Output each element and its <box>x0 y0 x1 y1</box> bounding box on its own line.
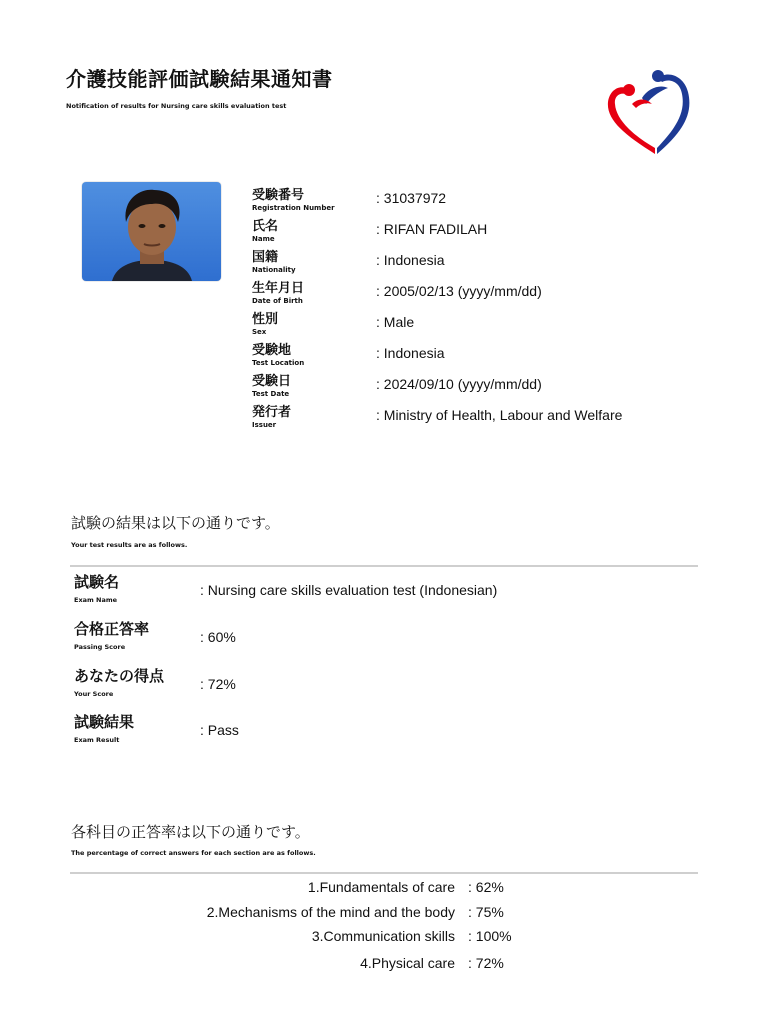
result-label-en: Passing Score <box>74 643 126 651</box>
result-label-en: Your Score <box>74 690 114 698</box>
info-label-jp: 氏名 <box>252 219 279 234</box>
info-value: : 2024/09/10 (yyyy/mm/dd) <box>376 376 542 392</box>
result-row-exam-result <box>74 711 694 751</box>
applicant-photo <box>82 182 221 281</box>
results-subheading: Your test results are as follows. <box>71 541 188 549</box>
result-label-en: Exam Result <box>74 736 120 744</box>
result-value: : 72% <box>200 676 236 692</box>
section-name: 2.Mechanisms of the mind and the body <box>206 904 455 920</box>
section-percentage: : 62% <box>468 879 504 895</box>
section-percentage: : 72% <box>468 955 504 971</box>
result-label-jp: 試験結果 <box>74 713 135 731</box>
section-row <box>70 879 698 899</box>
info-value: : RIFAN FADILAH <box>376 221 488 237</box>
section-name: 4.Physical care <box>360 955 455 971</box>
results-heading: 試験の結果は以下の通りです。 <box>71 514 280 532</box>
info-row-registration-number <box>252 184 692 216</box>
result-row-passing-score <box>74 618 694 658</box>
info-label-jp: 受験番号 <box>252 188 305 203</box>
info-label-en: Sex <box>252 328 267 336</box>
info-value: : 31037972 <box>376 190 447 206</box>
info-value: : Ministry of Health, Labour and Welfare <box>376 407 623 423</box>
result-value: : 60% <box>200 629 236 645</box>
info-label-jp: 生年月日 <box>252 281 305 296</box>
document-title: 介護技能評価試験結果通知書 <box>66 67 333 91</box>
result-value: : Pass <box>200 722 239 738</box>
info-row-issuer <box>252 401 692 433</box>
info-label-en: Date of Birth <box>252 297 303 305</box>
section-row <box>70 955 698 975</box>
sections-divider <box>70 872 698 874</box>
result-label-en: Exam Name <box>74 596 118 604</box>
info-label-en: Test Location <box>252 359 305 367</box>
result-value: : Nursing care skills evaluation test (Indonesian) <box>200 582 498 598</box>
result-label-jp: 試験名 <box>74 573 120 591</box>
info-row-date-of-birth <box>252 277 692 309</box>
info-row-nationality <box>252 246 692 278</box>
section-row <box>70 904 698 924</box>
info-row-test-location <box>252 339 692 371</box>
section-percentage: : 100% <box>468 928 512 944</box>
result-row-exam-name <box>74 571 694 611</box>
section-name: 1.Fundamentals of care <box>307 879 455 895</box>
info-value: : Indonesia <box>376 345 445 361</box>
info-row-sex <box>252 308 692 340</box>
section-percentage: : 75% <box>468 904 504 920</box>
info-label-en: Test Date <box>252 390 290 398</box>
info-value: : Indonesia <box>376 252 445 268</box>
document-subtitle: Notification of results for Nursing care skills evaluation test <box>66 102 287 110</box>
info-label-en: Name <box>252 235 275 243</box>
info-label-en: Registration Number <box>252 204 335 212</box>
info-label-jp: 発行者 <box>252 405 292 420</box>
results-divider <box>70 565 698 567</box>
section-name: 3.Communication skills <box>311 928 455 944</box>
info-row-test-date <box>252 370 692 402</box>
info-label-jp: 受験日 <box>252 374 292 389</box>
info-value: : Male <box>376 314 415 330</box>
result-label-jp: あなたの得点 <box>74 667 165 685</box>
section-row <box>70 928 698 948</box>
info-label-jp: 受験地 <box>252 343 292 358</box>
sections-heading: 各科目の正答率は以下の通りです。 <box>71 823 310 841</box>
mhlw-heart-logo-icon <box>602 64 694 156</box>
info-label-jp: 性別 <box>252 312 279 327</box>
info-label-jp: 国籍 <box>252 250 279 265</box>
result-label-jp: 合格正答率 <box>74 620 150 638</box>
result-row-your-score <box>74 665 694 705</box>
sections-subheading: The percentage of correct answers for each section are as follows. <box>71 849 316 857</box>
info-value: : 2005/02/13 (yyyy/mm/dd) <box>376 283 542 299</box>
info-row-name <box>252 215 692 247</box>
info-label-en: Issuer <box>252 421 277 429</box>
info-label-en: Nationality <box>252 266 296 274</box>
